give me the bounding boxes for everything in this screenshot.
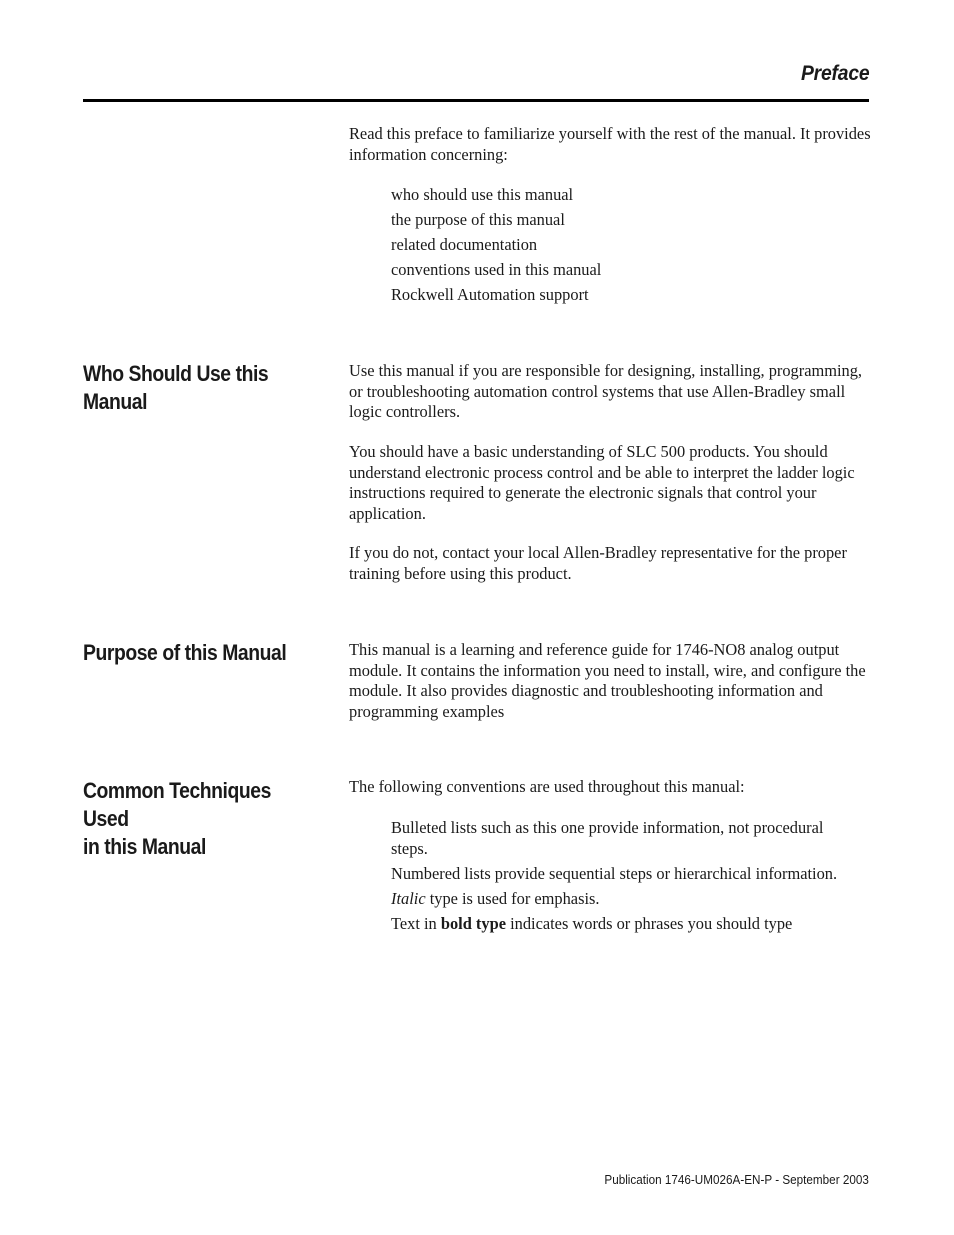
- chapter-title: Preface: [800, 62, 869, 85]
- section-heading-who-should-use: Who Should Use this Manual: [83, 361, 269, 414]
- who-paragraph-2: You should have a basic understanding of SLC 500 products. You should understand electronic process control and be able to interpret the ladder logic instructions required to generate the electronic signals that control your application.: [349, 442, 855, 523]
- techniques-list: [391, 818, 861, 939]
- italic-example: Italic: [391, 888, 426, 908]
- section-heading-techniques: Common Techniques Used in this Manual: [83, 778, 271, 859]
- who-paragraph-1: Use this manual if you are responsible for designing, installing, programming, or troubleshooting automation control systems that use Allen-Bradley small logic controllers.: [349, 361, 863, 421]
- list-item: Bulleted lists such as this one provide information, not procedural steps.: [391, 818, 824, 858]
- section-heading-purpose: Purpose of this Manual: [83, 640, 287, 665]
- list-item: Text in bold type indicates words or phrases you should type: [391, 913, 793, 933]
- who-paragraph-3: If you do not, contact your local Allen-Bradley representative for the proper training before using this product.: [349, 543, 847, 583]
- list-item: Numbered lists provide sequential steps or hierarchical information.: [391, 863, 838, 883]
- list-item: conventions used in this manual: [391, 260, 602, 279]
- bold-example: bold type: [440, 913, 506, 933]
- publication-footer: Publication 1746-UM026A-EN-P - September 2003: [604, 1172, 869, 1187]
- intro-paragraph: Read this preface to familiarize yourself with the rest of the manual. It provides information concerning:: [349, 124, 871, 164]
- list-item: Rockwell Automation support: [391, 285, 589, 304]
- intro-list: [391, 185, 861, 310]
- header-rule: [83, 99, 869, 102]
- list-item: the purpose of this manual: [391, 210, 565, 229]
- list-item: who should use this manual: [391, 185, 574, 204]
- list-item: related documentation: [391, 235, 538, 254]
- list-item: Italic type is used for emphasis.: [391, 888, 600, 908]
- techniques-paragraph: The following conventions are used throughout this manual:: [349, 777, 745, 796]
- purpose-paragraph: This manual is a learning and reference guide for 1746-NO8 analog output module. It contains the information you need to install, wire, and configure the module. It also provides diagnostic and troubleshooting information and programming examples: [349, 640, 866, 721]
